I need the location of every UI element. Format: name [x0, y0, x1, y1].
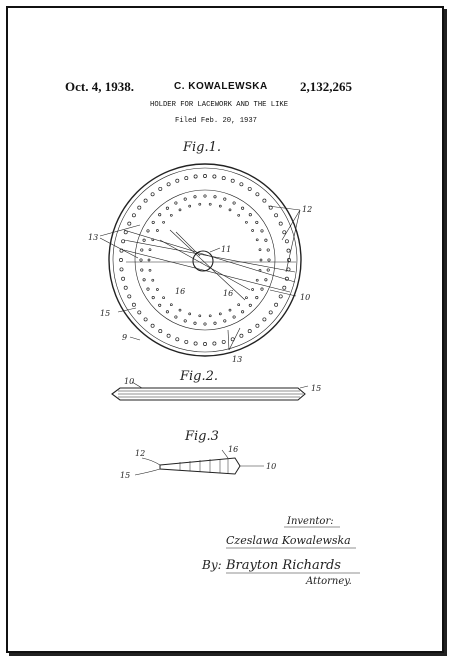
- disc-hole: [238, 304, 240, 306]
- disc-hole: [144, 199, 147, 202]
- disc-hole: [287, 249, 290, 252]
- disc-hole: [209, 203, 211, 205]
- disc-hole: [224, 320, 226, 322]
- disc-hole: [249, 214, 251, 216]
- disc-hole: [152, 296, 154, 298]
- callout-16: 16: [223, 289, 234, 298]
- disc-hole: [156, 230, 158, 232]
- callout-10: 10: [300, 293, 311, 302]
- disc-hole: [275, 214, 278, 217]
- disc-hole: [256, 221, 258, 223]
- disc-hole: [163, 221, 165, 223]
- disc-hole: [159, 304, 161, 306]
- disc-hole: [204, 195, 206, 197]
- disc-hole: [147, 288, 149, 290]
- disc-hole: [170, 214, 172, 216]
- disc-hole: [285, 240, 288, 243]
- fig3-detail: [135, 450, 264, 475]
- disc-hole: [203, 342, 206, 345]
- disc-hole: [144, 318, 147, 321]
- disc-hole: [268, 259, 270, 261]
- disc-hole: [224, 198, 226, 200]
- disc-hole: [222, 177, 225, 180]
- disc-hole: [214, 196, 216, 198]
- inventor-label: Inventor:: [287, 516, 334, 527]
- disc-hole: [275, 303, 278, 306]
- patent-title: HOLDER FOR LACEWORK AND THE LIKE: [150, 101, 289, 109]
- disc-hole: [229, 309, 231, 311]
- disc-hole: [279, 295, 282, 298]
- callout-10: 10: [266, 462, 277, 471]
- disc-hole: [132, 303, 135, 306]
- disc-hole: [240, 334, 243, 337]
- disc-hole: [141, 249, 143, 251]
- disc-hole: [194, 342, 197, 345]
- disc-hole: [209, 315, 211, 317]
- disc-hole: [175, 316, 177, 318]
- disc-hole: [141, 269, 143, 271]
- disc-hole: [148, 259, 150, 261]
- disc-hole: [263, 318, 266, 321]
- disc-hole: [166, 207, 168, 209]
- disc-hole: [238, 214, 240, 216]
- disc-hole: [229, 209, 231, 211]
- disc-hole: [269, 311, 272, 314]
- filed-date: Filed Feb. 20, 1937: [175, 117, 257, 125]
- disc-hole: [185, 340, 188, 343]
- callout-13: 13: [88, 233, 99, 242]
- disc-hole: [179, 209, 181, 211]
- disc-hole: [256, 193, 259, 196]
- disc-hole: [214, 322, 216, 324]
- disc-hole: [147, 230, 149, 232]
- patent-date: Oct. 4, 1938.: [65, 79, 134, 94]
- disc-hole: [184, 198, 186, 200]
- attorney-label: Attorney.: [306, 576, 352, 587]
- callout-9: 9: [122, 333, 128, 342]
- disc-hole: [279, 222, 282, 225]
- disc-hole: [256, 279, 258, 281]
- disc-hole: [194, 322, 196, 324]
- fig1-label: Fig.1.: [183, 140, 222, 155]
- disc-hole: [149, 249, 151, 251]
- disc-hole: [185, 177, 188, 180]
- fig1-disc: [100, 164, 301, 356]
- disc-hole: [213, 175, 216, 178]
- disc-hole: [241, 207, 243, 209]
- disc-hole: [267, 249, 269, 251]
- disc-hole: [167, 183, 170, 186]
- disc-hole: [259, 249, 261, 251]
- inventor-name: C. KOWALEWSKA: [174, 81, 268, 92]
- disc-hole: [231, 179, 234, 182]
- disc-hole: [151, 324, 154, 327]
- disc-hole: [261, 230, 263, 232]
- disc-hole: [265, 239, 267, 241]
- callout-15: 15: [100, 309, 111, 318]
- disc-hole: [119, 258, 122, 261]
- disc-hole: [252, 289, 254, 291]
- disc-hole: [166, 311, 168, 313]
- disc-hole: [203, 174, 206, 177]
- disc-hole: [152, 221, 154, 223]
- disc-hole: [128, 222, 131, 225]
- disc-hole: [124, 286, 127, 289]
- disc-hole: [233, 202, 235, 204]
- inventor-signature: Czeslawa Kowalewska: [226, 534, 351, 547]
- disc-hole: [124, 231, 127, 234]
- disc-hole: [176, 179, 179, 182]
- disc-hole: [261, 288, 263, 290]
- disc-hole: [204, 323, 206, 325]
- disc-hole: [132, 214, 135, 217]
- disc-hole: [194, 196, 196, 198]
- disc-hole: [199, 203, 201, 205]
- callout-10: 10: [124, 377, 135, 386]
- disc-hole: [156, 289, 158, 291]
- disc-hole: [260, 259, 262, 261]
- disc-hole: [219, 205, 221, 207]
- callout-11: 11: [221, 245, 232, 254]
- disc-hole: [167, 334, 170, 337]
- disc-hole: [245, 297, 247, 299]
- disc-hole: [176, 338, 179, 341]
- threads: [124, 230, 296, 300]
- disc-hole: [267, 269, 269, 271]
- fig2-label: Fig.2.: [180, 369, 219, 384]
- fig3-label: Fig.3: [185, 429, 219, 444]
- callout-15: 15: [120, 471, 131, 480]
- disc-hole: [265, 279, 267, 281]
- disc-hole: [219, 313, 221, 315]
- attorney-signature: Brayton Richards: [226, 558, 341, 573]
- disc-hole: [241, 311, 243, 313]
- disc-hole: [233, 316, 235, 318]
- callout-13: 13: [232, 355, 243, 364]
- callout-15: 15: [311, 384, 322, 393]
- disc-hole: [249, 304, 251, 306]
- disc-hole: [245, 221, 247, 223]
- disc-hole: [143, 279, 145, 281]
- disc-hole: [140, 259, 142, 261]
- disc-hole: [213, 342, 216, 345]
- disc-hole: [240, 183, 243, 186]
- disc-hole: [143, 239, 145, 241]
- disc-hole: [120, 268, 123, 271]
- disc-hole: [189, 313, 191, 315]
- disc-hole: [175, 202, 177, 204]
- disc-hole: [138, 206, 141, 209]
- disc-hole: [248, 187, 251, 190]
- callout-12: 12: [302, 205, 313, 214]
- callout-16: 16: [228, 445, 239, 454]
- disc-hole: [248, 330, 251, 333]
- callout-16: 16: [175, 287, 186, 296]
- disc-hole: [256, 324, 259, 327]
- disc-hole: [128, 295, 131, 298]
- by-label: By:: [202, 558, 222, 572]
- patent-number: 2,132,265: [300, 79, 352, 94]
- disc-hole: [152, 239, 154, 241]
- disc-hole: [252, 230, 254, 232]
- disc-hole: [159, 187, 162, 190]
- disc-hole: [263, 199, 266, 202]
- disc-hole: [184, 320, 186, 322]
- disc-hole: [122, 240, 125, 243]
- fig2-side-view: [112, 382, 308, 400]
- disc-hole: [189, 205, 191, 207]
- disc-hole: [256, 296, 258, 298]
- disc-hole: [159, 330, 162, 333]
- disc-hole: [149, 269, 151, 271]
- disc-hole: [179, 309, 181, 311]
- disc-hole: [231, 338, 234, 341]
- disc-hole: [163, 297, 165, 299]
- disc-hole: [159, 214, 161, 216]
- disc-hole: [170, 304, 172, 306]
- disc-hole: [259, 269, 261, 271]
- disc-hole: [194, 175, 197, 178]
- disc-hole: [138, 311, 141, 314]
- disc-hole: [151, 193, 154, 196]
- disc-hole: [283, 286, 286, 289]
- disc-hole: [256, 239, 258, 241]
- disc-hole: [152, 279, 154, 281]
- disc-hole: [122, 277, 125, 280]
- callout-12: 12: [135, 449, 146, 458]
- disc-hole: [199, 315, 201, 317]
- disc-hole: [222, 340, 225, 343]
- disc-hole: [283, 231, 286, 234]
